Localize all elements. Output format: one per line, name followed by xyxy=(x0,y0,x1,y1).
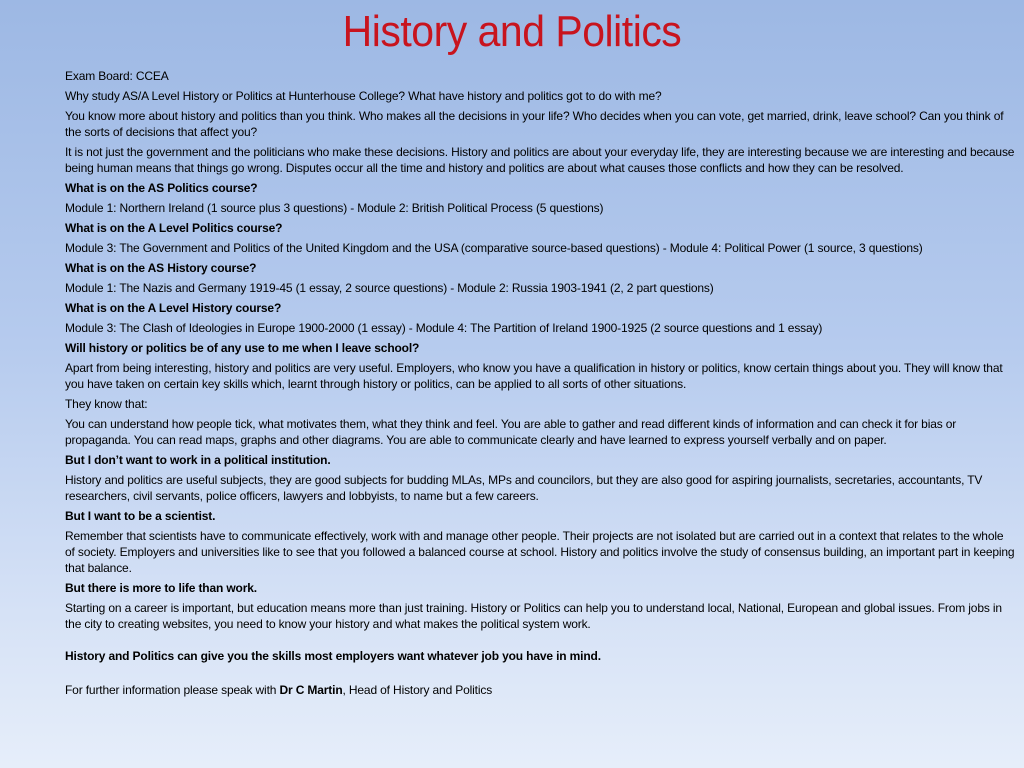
slide-title: History and Politics xyxy=(342,7,682,56)
paragraph: Apart from being interesting, history and politics are very useful. Employers, who know you have a qualification in history or politics, know certain things about you. They will know that you have taken on certain key skills which, learnt through history or politics, can be applied to all sorts of other situations. xyxy=(65,361,1003,391)
intro-question: Why study AS/A Level History or Politics at Hunterhouse College? What have history and politics got to do with me? xyxy=(65,89,662,103)
section-heading: But there is more to life than work. xyxy=(65,581,257,595)
paragraph: It is not just the government and the politicians who make these decisions. History and politics are about your everyday life, they are interesting because we are interesting and because being human means that things go wrong. Disputes occur all the time and history and politics are about what causes those conflicts and how they can be resolved. xyxy=(65,145,1015,175)
paragraph: They know that: xyxy=(65,397,148,411)
footer-prefix: For further information please speak with xyxy=(65,683,280,697)
paragraph: Module 3: The Government and Politics of the United Kingdom and the USA (comparative source-based questions) - Module 4: Political Power (1 source, 3 questions) xyxy=(65,241,923,255)
section-heading: What is on the A Level History course? xyxy=(65,301,282,315)
section-heading: But I want to be a scientist. xyxy=(65,509,216,523)
paragraph: You know more about history and politics than you think. Who makes all the decisions in your life? Who decides when you can vote, get married, drink, leave school? Can you think of the sorts of decisions that affect you? xyxy=(65,109,1004,139)
section-heading: Will history or politics be of any use to me when I leave school? xyxy=(65,341,420,355)
footer-suffix: , Head of History and Politics xyxy=(342,683,493,697)
paragraph: Starting on a career is important, but education means more than just training. History or Politics can help you to understand local, National, European and global issues. From jobs in the city to creating websites, you need to know your history and what makes the political system work. xyxy=(65,601,1002,631)
paragraph: You can understand how people tick, what motivates them, what they think and feel. You are able to gather and read different kinds of information and can check it for bias or propaganda. You can read maps, graphs and other diagrams. You are able to communicate clearly and have learned to express yourself verbally and on paper. xyxy=(65,417,957,447)
paragraph: Module 1: The Nazis and Germany 1919-45 (1 essay, 2 source questions) - Module 2: Russia 1903-1941 (2, 2 part questions) xyxy=(65,281,714,295)
section-heading: But I don’t want to work in a political institution. xyxy=(65,453,331,467)
paragraph: Remember that scientists have to communicate effectively, work with and manage other people. Their projects are not isolated but are carried out in a context that relates to the whole of society. Employers and universities like to see that you followed a balanced course at school. History and politics involve the study of consensus building, an important part in keeping that balance. xyxy=(65,529,1015,575)
closing-statement: History and Politics can give you the skills most employers want whatever job you have in mind. xyxy=(65,649,601,663)
section-heading: What is on the AS Politics course? xyxy=(65,181,258,195)
paragraph: History and politics are useful subjects, they are good subjects for budding MLAs, MPs and councilors, but they are also good for aspiring journalists, secretaries, accountants, TV researchers, civil servants, police officers, lawyers and lobbyists, to name but a few careers. xyxy=(65,473,983,503)
paragraph: Module 1: Northern Ireland (1 source plus 3 questions) - Module 2: British Political Process (5 questions) xyxy=(65,201,604,215)
paragraph: Module 3: The Clash of Ideologies in Europe 1900-2000 (1 essay) - Module 4: The Partition of Ireland 1900-1925 (2 source questions and 1 essay) xyxy=(65,321,823,335)
section-heading: What is on the A Level Politics course? xyxy=(65,221,283,235)
footer-contact xyxy=(65,682,1015,698)
exam-board-line: Exam Board: CCEA xyxy=(65,69,169,83)
contact-name: Dr C Martin xyxy=(279,683,343,697)
section-heading: What is on the AS History course? xyxy=(65,261,257,275)
slide-body xyxy=(65,68,1015,702)
